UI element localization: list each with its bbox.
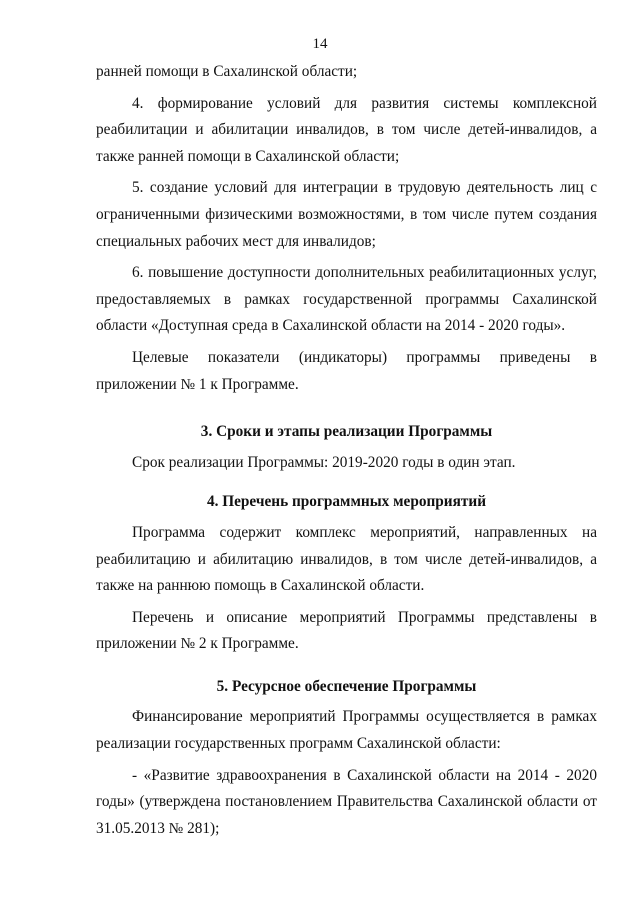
- section-4-paragraph-2: Перечень и описание мероприятий Программы представлены в приложении № 2 к Программе.: [96, 608, 597, 653]
- paragraph-item-6: 6. повышение доступности дополнительных реабилитационных услуг, предоставляемых в рамках государственной программы Сахалинской области «Доступная среда в Сахалинской области на 2014 - 2020 годы».: [96, 264, 597, 335]
- section-3-heading: 3. Сроки и этапы реализации Программы: [200, 423, 493, 441]
- section-5-paragraph-2: - «Развитие здравоохранения в Сахалинской области на 2014 - 2020 годы» (утверждена постановлением Правительства Сахалинской области от 31.05.2013 № 281);: [96, 766, 597, 837]
- paragraph-continuation: ранней помощи в Сахалинской области;: [96, 63, 358, 80]
- section-5-heading: 5. Ресурсное обеспечение Программы: [216, 677, 477, 695]
- page-number: 14: [312, 36, 328, 52]
- section-3-text: Срок реализации Программы: 2019-2020 годы в один этап.: [132, 453, 516, 471]
- paragraph-item-5: 5. создание условий для интеграции в трудовую деятельность лиц с ограниченными физическими возможностями, в том числе путем создания специальных рабочих мест для инвалидов;: [96, 179, 597, 250]
- section-5-paragraph-1: Финансирование мероприятий Программы осуществляется в рамках реализации государственных программ Сахалинской области:: [96, 708, 597, 753]
- paragraph-targets: Целевые показатели (индикаторы) программы приведены в приложении № 1 к Программе.: [96, 348, 597, 393]
- document-body: [96, 59, 597, 842]
- paragraph-item-4: 4. формирование условий для развития системы комплексной реабилитации и абилитации инвалидов, в том числе детей-инвалидов, а также ранней помощи в Сахалинской области;: [96, 94, 597, 165]
- section-4-heading: 4. Перечень программных мероприятий: [206, 493, 487, 511]
- section-4-paragraph-1: Программа содержит комплекс мероприятий, направленных на реабилитацию и абилитацию инвалидов, в том числе детей-инвалидов, а также на раннюю помощь в Сахалинской области.: [96, 523, 597, 595]
